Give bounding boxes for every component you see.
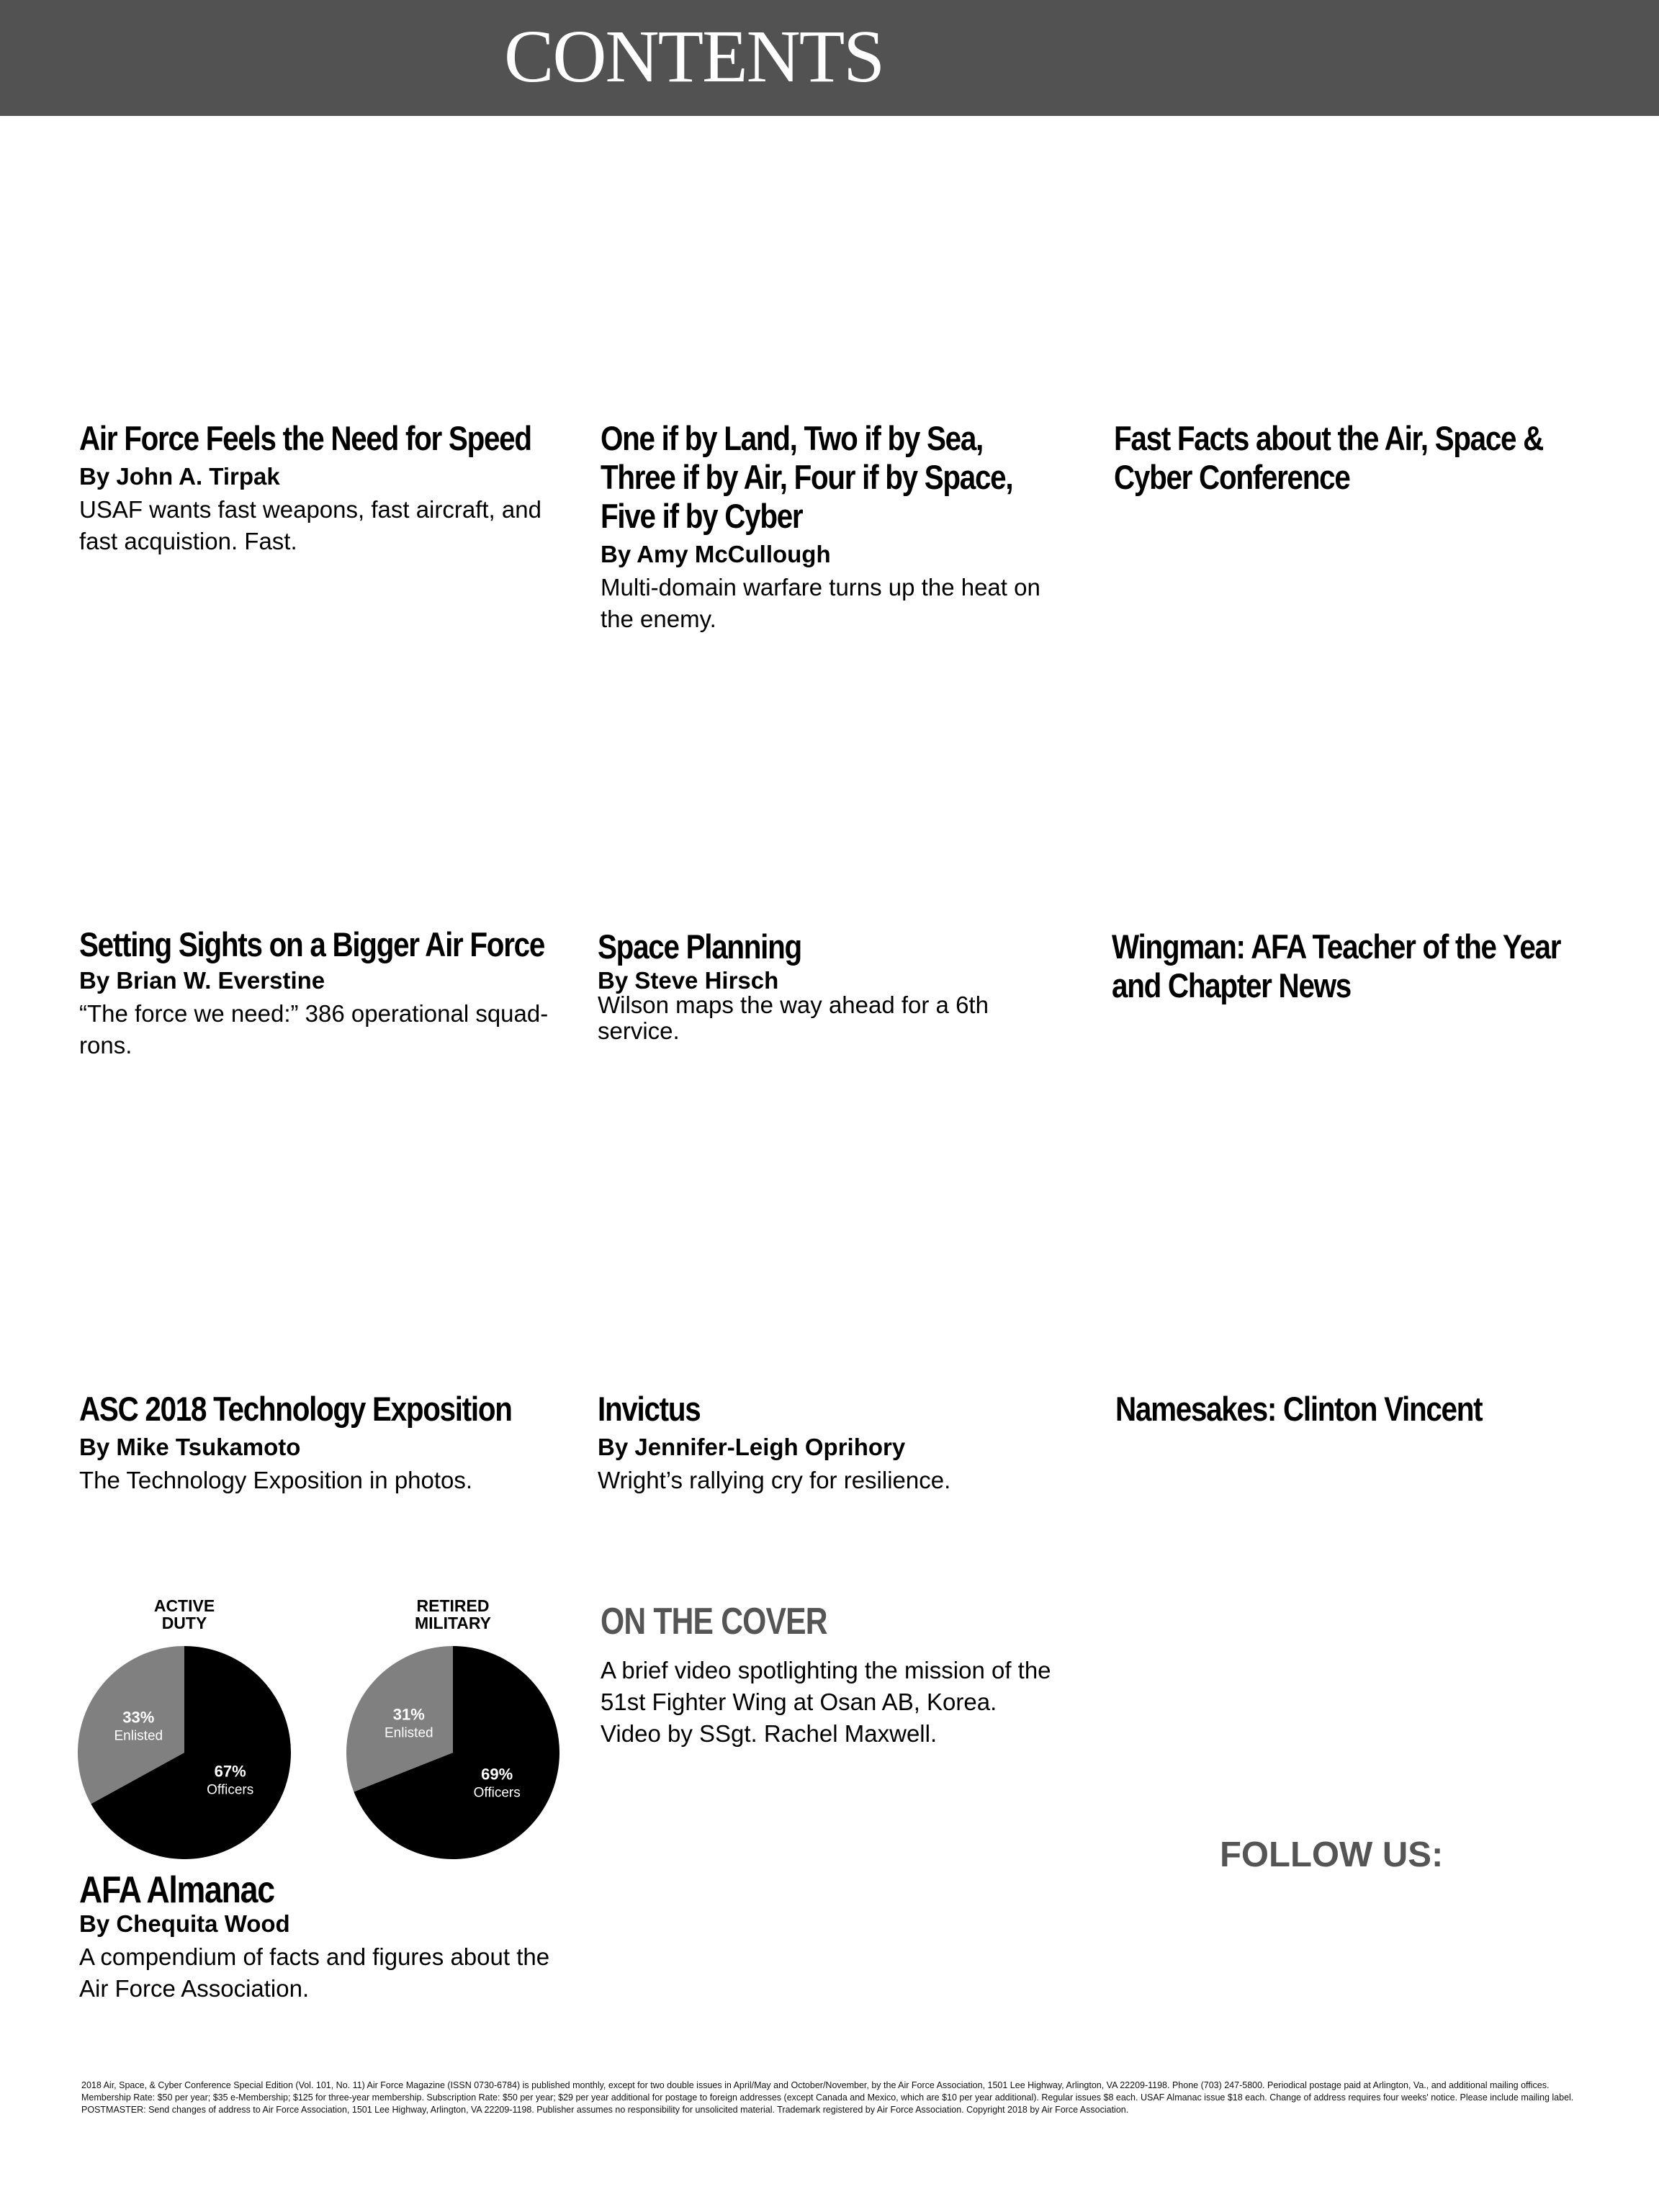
follow-us-label: FOLLOW US: — [1220, 1835, 1444, 1874]
pie-title-line: DUTY — [161, 1614, 207, 1632]
article-description: “The force we need:” 386 operational squad-rons. — [79, 1000, 549, 1058]
article-byline: By John A. Tirpak — [79, 463, 280, 490]
article-byline: By Jennifer-Leigh Oprihory — [598, 1434, 906, 1460]
article-title[interactable]: Air Force Feels the Need for Speed — [79, 419, 531, 457]
on-the-cover-text[interactable] — [601, 1655, 1061, 1750]
article-byline: By Brian W. Everstine — [79, 967, 325, 994]
article-invictus[interactable] — [598, 1390, 1058, 1496]
article-title[interactable]: Invictus — [598, 1390, 701, 1428]
pie-category-label: Officers — [473, 1785, 521, 1801]
cover-line: Video by SSgt. Rachel Maxwell. — [601, 1720, 938, 1747]
article-almanac[interactable] — [79, 1871, 569, 2005]
pie-chart-active-duty — [76, 1597, 292, 1871]
article-tech-exposition[interactable] — [79, 1390, 569, 1496]
cover-line: A brief video spotlighting the mission of the — [601, 1657, 1051, 1683]
pie-title-line: ACTIVE — [153, 1596, 215, 1615]
article-speed[interactable] — [79, 419, 569, 557]
article-byline: By Chequita Wood — [79, 1910, 290, 1937]
article-bigger-air-force[interactable] — [79, 927, 569, 1061]
pie-category-label: Officers — [207, 1782, 254, 1798]
article-title[interactable]: AFA Almanac — [79, 1869, 274, 1911]
article-title[interactable]: Namesakes: Clinton Vincent — [1115, 1390, 1483, 1428]
article-byline: By Mike Tsukamoto — [79, 1434, 301, 1460]
article-multi-domain[interactable] — [601, 419, 1061, 635]
pie-chart-retired-military — [345, 1597, 561, 1871]
pie-value-label: 67% — [214, 1762, 246, 1781]
article-title[interactable]: Setting Sights on a Bigger Air Force — [79, 925, 545, 963]
article-byline: By Steve Hirsch — [598, 967, 779, 994]
article-fast-facts[interactable] — [1114, 419, 1604, 497]
page-title: CONTENTS — [504, 15, 884, 98]
article-title[interactable]: Fast Facts about the Air, Space & Cyber Conference — [1114, 419, 1544, 496]
article-description: Multi-domain warfare turns up the heat on the enemy. — [601, 574, 1040, 632]
pie-value-label: 31% — [392, 1705, 425, 1724]
article-description: Wilson maps the way ahead for a 6th service. — [598, 992, 989, 1044]
pie-category-label: Enlisted — [114, 1728, 163, 1744]
pie-title — [345, 1597, 561, 1632]
pie-title-line: RETIRED — [416, 1596, 490, 1615]
article-description: USAF wants fast weapons, fast aircraft, and fast acquistion. Fast. — [79, 496, 541, 554]
pie-value-label: 69% — [481, 1765, 513, 1784]
article-description: Wright’s rallying cry for resilience. — [598, 1467, 951, 1493]
article-byline: By Amy McCullough — [601, 541, 831, 567]
article-title[interactable]: Space Planning — [598, 927, 801, 966]
article-wingman[interactable] — [1112, 927, 1601, 1005]
pie-title — [76, 1597, 292, 1632]
pie-svg — [345, 1645, 561, 1861]
article-title[interactable]: Wingman: AFA Teacher of the Year and Chapter News — [1112, 927, 1561, 1004]
pie-title-line: MILITARY — [414, 1614, 492, 1632]
pie-svg — [76, 1645, 292, 1861]
pie-value-label: 33% — [122, 1708, 155, 1727]
pie-category-label: Enlisted — [384, 1725, 433, 1741]
cover-line: 51st Fighter Wing at Osan AB, Korea. — [601, 1689, 997, 1715]
article-space-planning[interactable] — [598, 927, 1058, 1044]
publication-legal-notice: 2018 Air, Space, & Cyber Conference Special Edition (Vol. 101, No. 11) Air Force Magazine (ISSN 0730-6784) is published monthly, except for two double issues in April/May and October/November, by the Air Force Association, 1501 Lee Highway, Arlington, VA 22209-1198. Phone (703) 247-5800. Periodical postage paid at Arlington, Va., and additional mailing offices. Membership Rate: $50 per year; $35 e-Membership; $125 for three-year membership. Subscription Rate: $50 per year; $29 per year additional for postage to foreign addresses (except Canada and Mexico, which are $10 per year additional). Regular issues $8 each. USAF Almanac issue $18 each. Change of address requires four weeks' notice. Please include mailing label. POSTMASTER: Send changes of address to Air Force Association, 1501 Lee Highway, Arlington, VA 22209-1198. Publisher assumes no responsibility for unsolicited material. Trademark registered by Air Force Association. Copyright 2018 by Air Force Association. — [81, 2080, 1574, 2115]
on-the-cover-heading: ON THE COVER — [601, 1601, 827, 1642]
article-description: A compendium of facts and figures about the Air Force Association. — [79, 1943, 550, 2002]
article-description: The Technology Exposition in photos. — [79, 1467, 473, 1493]
article-title[interactable]: ASC 2018 Technology Exposition — [79, 1390, 512, 1428]
header-bar — [0, 0, 1659, 116]
article-title[interactable]: One if by Land, Two if by Sea, Three if by Air, Four if by Space, Five if by Cyber — [601, 419, 1013, 535]
article-namesakes[interactable] — [1115, 1390, 1605, 1429]
